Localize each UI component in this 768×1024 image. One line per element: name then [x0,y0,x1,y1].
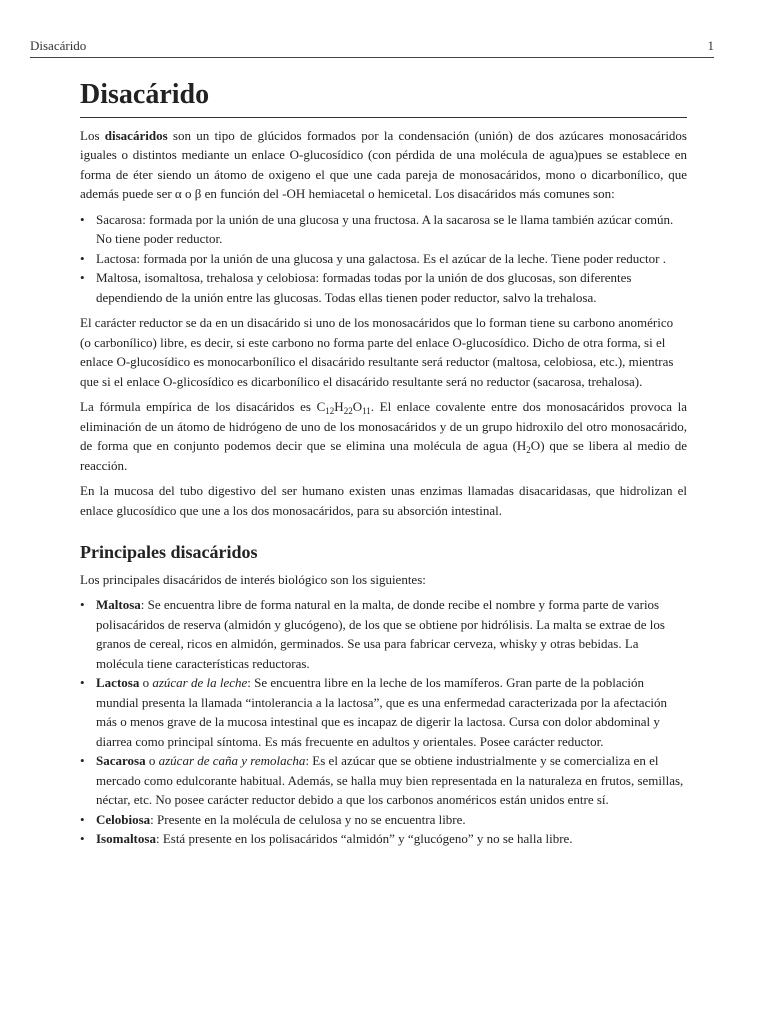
list-item: • Lactosa: formada por la unión de una glucosa y una galactosa. Es el azúcar de la leche. Tiene poder reductor . [80,249,687,269]
running-header [30,38,714,58]
mucosa-paragraph: En la mucosa del tubo digestivo del ser humano existen unas enzimas llamadas disacaridasas, que hidrolizan el enlace glucosídico que une a los dos monosacáridos, para su absorción intestinal. [80,483,687,518]
list-item-maltosa: • Maltosa: Se encuentra libre de forma natural en la malta, de donde recibe el nombre y forma parte de varios polisacáridos de reserva (almidón y glucógeno), de los que se obtiene por hidrólisis. La malta se extrae de los granos de cereal, ricos en almidón, germinados. Se usa para fabricar cerveza, whisky y otras bebidas. La molécula tiene características reductoras. [80,595,687,673]
formula: $C_{12}H_{22}O_{11}$ [316,399,371,417]
list-item-sacarosa: • Sacarosa o azúcar de caña y remolacha: Es el azúcar que se obtiene industrialmente y se comercializa en el mercado como edulcorante habitual. Además, se halla muy bien representada en la naturaleza en frutos, semillas, néctar, etc. No posee carácter reductor debido a que los carbonos anoméricos están unidos entre sí. [80,751,687,810]
water-formula: $H_2O$ [516,438,541,456]
list-item-celobiosa: • Celobiosa: Presente en la molécula de celulosa y no se encuentra libre. [80,810,687,830]
main-disaccharides-list [80,595,687,849]
list-item-isomaltosa: • Isomaltosa: Está presente en los polisacáridos “almidón” y “glucógeno” y no se halla libre. [80,829,687,849]
page-title: Disacárido [80,80,687,118]
formula-paragraph: La fórmula empírica de los disacáridos es $C_{12}H_{22}O_{11}$. El enlace covalente entre dos monosacáridos provoca la eliminación de un átomo de hidrógeno de uno de los monosacáridos y de un grupo hidroxilo del otro monosacárido, de forma que en conjunto podemos decir que se elimina una molécula de agua $(H_2O)$ que se libera al medio de reacción. [80,399,687,473]
term-disacaridos: disacáridos [104,127,168,143]
common-disaccharides-list [80,210,687,308]
intro-paragraph: Los disacáridos son un tipo de glúcidos formados por la condensación (unión) de dos azúcares monosacáridos iguales o distintos mediante un enlace O-glucosídico (con pérdida de una molécula de agua)pues se establece en forma de éter siendo un átomo de oxigeno el que une cada pareja de monosacáridos, mono o dicarbonílico, que además puede ser α o β en función del -OH hemiacetal o hemicetal. Los disacáridos más comunes son: [80,127,687,202]
reducer-paragraph: El carácter reductor se da en un disacárido si uno de los monosacáridos que lo forman tiene su carbono anomérico (o carbonílico) libre, es decir, si este carbono no forma parte del enlace O-glucosídico. Dicho de otra forma, si el enlace O-glucosídico es monocarbonílico el disacárido resultante será reductor (maltosa, celobiosa, etc.), mientras que si el enlace O-glicosídico es dicarbonílico el disacárido resultante será no reductor (sacarosa, trehalosa). [80,315,674,389]
list-item: • Sacarosa: formada por la unión de una glucosa y una fructosa. A la sacarosa se le llama también azúcar común. No tiene poder reductor. [80,210,687,249]
section-intro: Los principales disacáridos de interés biológico son los siguientes: [80,571,426,587]
page-number: 1 [707,38,714,53]
list-item: • Maltosa, isomaltosa, trehalosa y celobiosa: formadas todas por la unión de dos glucosas, son diferentes dependiendo de la unión entre las glucosas. Todas ellas tienen poder reductor, salvo la trehalosa. [80,268,687,307]
list-item-lactosa: • Lactosa o azúcar de la leche: Se encuentra libre en la leche de los mamíferos. Gran parte de la población mundial presenta la llamada “intolerancia a la lactosa”, que es una enfermedad caracterizada por la afectación más o menos grave de la mucosa intestinal que es incapaz de digerir la lactosa. Cursa con dolor abdominal y diarrea como principal síntoma. Es más frecuente en adultos y orientales. Posee carácter reductor. [80,673,687,751]
article-body [80,80,687,855]
section-heading: Principales disacáridos [80,542,258,563]
running-title: Disacárido [30,38,87,53]
